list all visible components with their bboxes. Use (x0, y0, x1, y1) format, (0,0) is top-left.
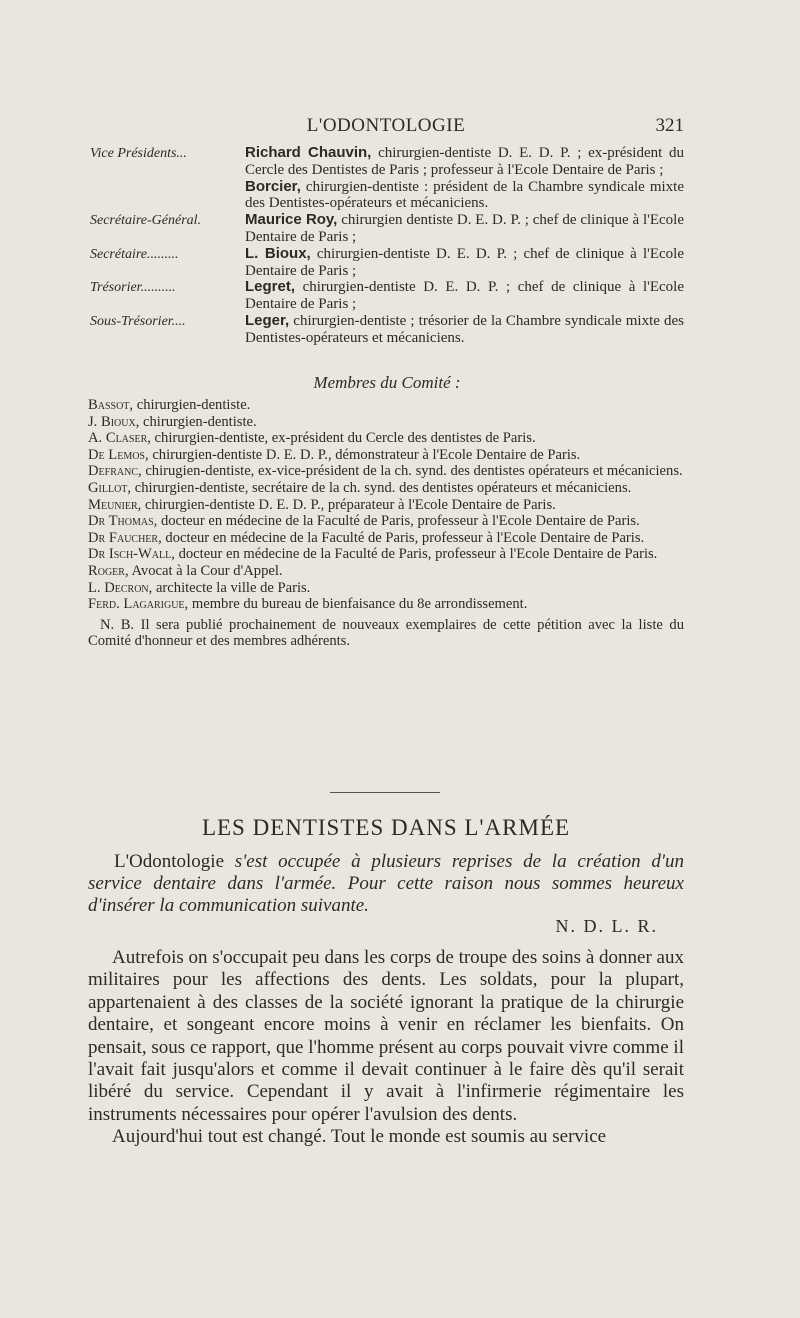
section-title: LES DENTISTES DANS L'ARMÉE (201, 815, 571, 840)
introduction-text: s'est occupée à plusieurs reprises de la création d'un service dentaire dans l'armée. Pour cette raison nous sommes heureux d'insérer la communication suivante. (88, 851, 684, 916)
officer-description (245, 279, 684, 313)
body-paragraph: Aujourd'hui tout est changé. Tout le monde est soumis au service (112, 1126, 607, 1148)
editorial-signature: N. D. L. R. (555, 916, 658, 936)
member-entry (88, 530, 684, 547)
officer-entry (90, 179, 684, 213)
member-entry (88, 430, 684, 447)
member-name: De Lemos, (88, 446, 149, 463)
member-name: L. Decron, (88, 579, 153, 596)
officer-entry (90, 279, 684, 313)
officer-role: Secrétaire-Général. (90, 213, 202, 229)
member-name: Bassot, (88, 397, 134, 413)
member-entry (88, 580, 684, 597)
editorial-note: N. B. Il sera publié prochainement de nouveaux exemplaires de cette pétition avec la liste du Comité d'honneur et des membres adhérents. (88, 616, 684, 650)
member-entry (88, 480, 684, 497)
officer-description (245, 212, 684, 246)
member-detail: chirurgien-dentiste, secrétaire de la ch. synd. des dentistes opérateurs et mécaniciens. (134, 479, 632, 496)
member-detail: chirurgien-dentiste D. E. D. P., démonstrateur à l'Ecole Dentaire de Paris. (152, 446, 581, 463)
officer-detail: chirurgien-dentiste D. E. D. P. ; ex-président du Cercle des Dentistes de Paris ; professeur à l'Ecole Dentaire de Paris ; (245, 145, 685, 178)
member-detail: Avocat à la Cour d'Appel. (131, 562, 283, 579)
member-name: A. Claser, (88, 430, 151, 447)
member-name: Dr Faucher, (88, 529, 162, 546)
section-divider (330, 792, 440, 793)
journal-name: L'Odontologie (114, 851, 225, 872)
officer-entry (90, 212, 684, 246)
member-entry (88, 563, 684, 580)
member-entry (88, 596, 684, 613)
member-entry (88, 497, 684, 514)
member-entry (88, 397, 684, 414)
member-detail: chirugien-dentiste, ex-vice-président de la ch. synd. des dentistes opérateurs et mécaniciens. (145, 463, 683, 480)
officer-description (245, 179, 684, 213)
member-name: Ferd. Lagarigue, (88, 596, 189, 613)
officer-role (90, 179, 245, 213)
committee-heading: Membres du Comité : (313, 373, 461, 392)
officer-name: L. Bioux, (245, 244, 311, 262)
member-name: Defranc, (88, 463, 142, 480)
member-entry (88, 447, 684, 464)
officer-name: Legret, (245, 278, 296, 296)
member-name: Meunier, (88, 496, 142, 513)
member-detail: docteur en médecine de la Faculté de Paris, professeur à l'Ecole Dentaire de Paris. (160, 513, 640, 530)
member-detail: docteur en médecine de la Faculté de Paris, professeur à l'Ecole Dentaire de Paris. (178, 546, 658, 563)
officer-entry (90, 246, 684, 280)
member-detail: chirurgien-dentiste. (136, 397, 251, 413)
member-entry (88, 546, 684, 563)
body-paragraph: Autrefois on s'occupait peu dans les corps de troupe des soins à donner aux militaires pour les affections des dents. Les soldats, pour la plupart, appartenaient à des classes de la société ignorant la pratique de la chirurgie dentaire, et songeant encore moins à venir en réclamer les bienfaits. On pensait, sous ce rapport, que l'homme présent au corps pouvait vivre comme il l'avait fait jusqu'alors et comme il devait continuer à le faire dès qu'il serait libéré du service. Cependant il y avait à l'infirmerie régimentaire les instruments nécessaires pour opérer l'avulsion des dents. (88, 947, 684, 1125)
officer-role: Vice Présidents... (90, 146, 187, 161)
officer-name: Borcier, (245, 177, 301, 195)
page-header (88, 115, 684, 139)
member-entry (88, 463, 684, 480)
officer-role: Sous-Trésorier.... (90, 313, 186, 329)
officer-role: Trésorier.......... (90, 280, 176, 296)
officer-detail: chirurgien-dentiste D. E. D. P. ; chef de clinique à l'Ecole Dentaire de Paris ; (245, 245, 685, 279)
member-entry (88, 414, 684, 431)
officer-name: Maurice Roy, (245, 211, 338, 229)
member-detail: membre du bureau de bienfaisance du 8e arrondissement. (191, 596, 528, 613)
member-detail: docteur en médecine de la Faculté de Paris, professeur à l'Ecole Dentaire de Paris. (165, 529, 645, 546)
member-detail: chirurgien-dentiste D. E. D. P., préparateur à l'Ecole Dentaire de Paris. (144, 496, 556, 513)
officer-name: Leger, (245, 311, 290, 329)
member-name: Gillot, (88, 479, 132, 496)
officer-entry (90, 145, 684, 179)
member-detail: chirurgien-dentiste. (143, 413, 257, 430)
officer-entry (90, 313, 684, 347)
member-detail: chirurgien-dentiste, ex-président du Cercle des dentistes de Paris. (154, 430, 536, 447)
page-number: 321 (655, 115, 684, 136)
member-name: J. Bioux, (88, 413, 140, 430)
section-introduction (88, 851, 684, 917)
committee-members-list (88, 397, 684, 650)
officer-detail: chirurgien-dentiste : président de la Chambre syndicale mixte des Dentistes-opérateurs et mécaniciens. (245, 178, 684, 212)
running-title: L'ODONTOLOGIE (306, 115, 466, 136)
officers-list (90, 145, 684, 347)
officer-name: Richard Chauvin, (245, 144, 372, 161)
officer-description (245, 145, 684, 179)
member-name: Dr Thomas, (88, 513, 158, 530)
officer-detail: chirurgien-dentiste ; trésorier de la Chambre syndicale mixte des Dentistes-opérateurs et mécaniciens. (245, 312, 685, 346)
member-name: Roger, (88, 562, 129, 579)
officer-detail: chirurgien-dentiste D. E. D. P. ; chef de clinique à l'Ecole Dentaire de Paris ; (245, 279, 685, 313)
member-detail: architecte la ville de Paris. (155, 579, 311, 596)
article-body (88, 947, 684, 1149)
officer-description (245, 246, 684, 280)
officer-detail: chirurgien dentiste D. E. D. P. ; chef de clinique à l'Ecole Dentaire de Paris ; (245, 212, 685, 245)
member-name: Dr Isch-Wall, (88, 546, 175, 563)
officer-description (245, 313, 684, 347)
member-entry (88, 513, 684, 530)
officer-role: Secrétaire......... (90, 246, 179, 262)
